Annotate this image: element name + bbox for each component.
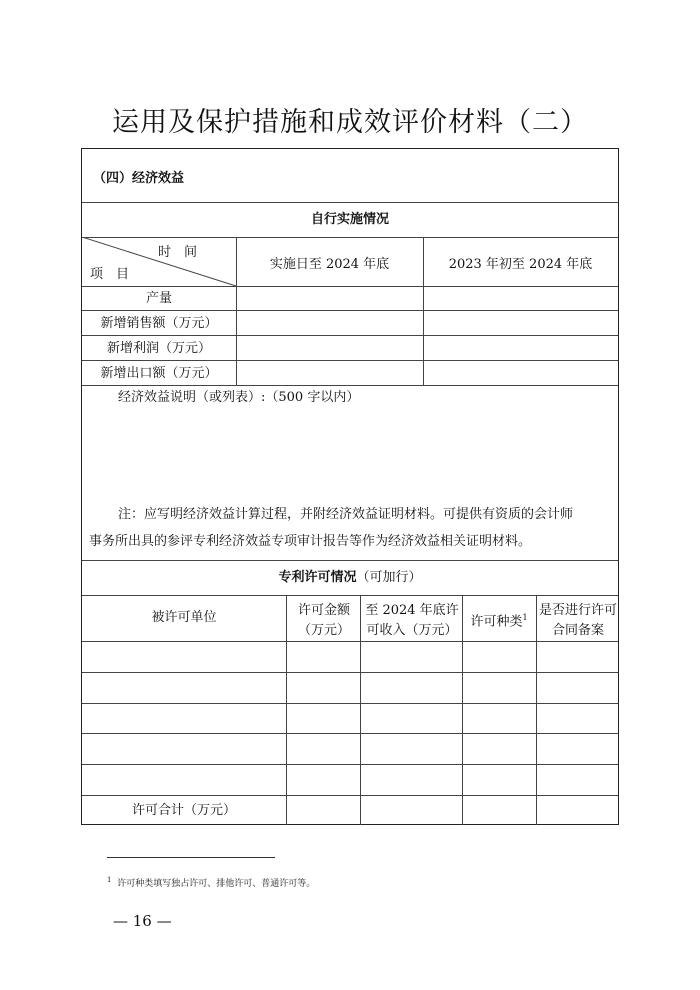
rule (82, 385, 618, 386)
license-header-income: 至 2024 年底许可收入（万元） (365, 603, 459, 638)
rule (82, 764, 618, 765)
rule (82, 672, 618, 673)
note-line-2: 事务所出具的参评专利经济效益专项审计报告等作为经济效益相关证明材料。 (89, 534, 532, 549)
license-header-licensee: 被许可单位 (151, 610, 217, 625)
rule (82, 310, 618, 311)
row-label-new-export: 新增出口额（万元） (100, 366, 218, 381)
rule (360, 595, 361, 825)
economic-explanation-label: 经济效益说明（或列表）:（500 字以内） (118, 390, 360, 405)
rule (82, 733, 618, 734)
rule (286, 595, 287, 825)
rule (536, 595, 537, 825)
license-header-filing: 是否进行许可合同备案 (539, 603, 618, 638)
evaluation-form-table (81, 148, 619, 825)
rule (82, 560, 618, 561)
footnote-divider (107, 857, 275, 858)
rule (82, 703, 618, 704)
license-header-type-label: 许可种类 (470, 614, 523, 630)
rule (82, 595, 618, 596)
license-header-amount: 许可金额（万元） (297, 603, 350, 638)
license-heading (82, 570, 618, 586)
rule (82, 335, 618, 336)
rule (82, 360, 618, 361)
column-header-2023-to-2024: 2023 年初至 2024 年底 (448, 257, 593, 272)
section-heading: （四）经济效益 (93, 171, 185, 186)
page-title: 运用及保护措施和成效评价材料（二） (112, 107, 588, 138)
diag-label-time: 时 间 (158, 245, 198, 260)
footnote-text: 许可种类填写独占许可、排他许可、普通许可等。 (117, 879, 316, 889)
license-header-type (462, 610, 536, 630)
rule (82, 641, 618, 642)
column-header-impl-to-2024: 实施日至 2024 年底 (269, 257, 390, 272)
license-heading-bold: 专利许可情况 (278, 570, 357, 585)
row-label-new-profit: 新增利润（万元） (106, 341, 211, 356)
license-heading-note: （可加行） (356, 570, 422, 585)
footnote (107, 876, 315, 889)
footnote-marker: 1 (107, 876, 112, 884)
note-line-1: 注：应写明经济效益计算过程，并附经济效益证明材料。可提供有资质的会计师 (118, 507, 574, 522)
page-number: — 16 — (113, 912, 172, 930)
row-label-new-sales: 新增销售额（万元） (100, 316, 218, 331)
license-total-label: 许可合计（万元） (131, 803, 236, 818)
row-label-output: 产量 (145, 291, 172, 306)
footnote-marker: 1 (522, 613, 528, 622)
rule (82, 795, 618, 796)
self-impl-heading: 自行实施情况 (310, 212, 389, 227)
diag-label-item: 项 目 (90, 267, 130, 282)
rule (82, 202, 618, 203)
